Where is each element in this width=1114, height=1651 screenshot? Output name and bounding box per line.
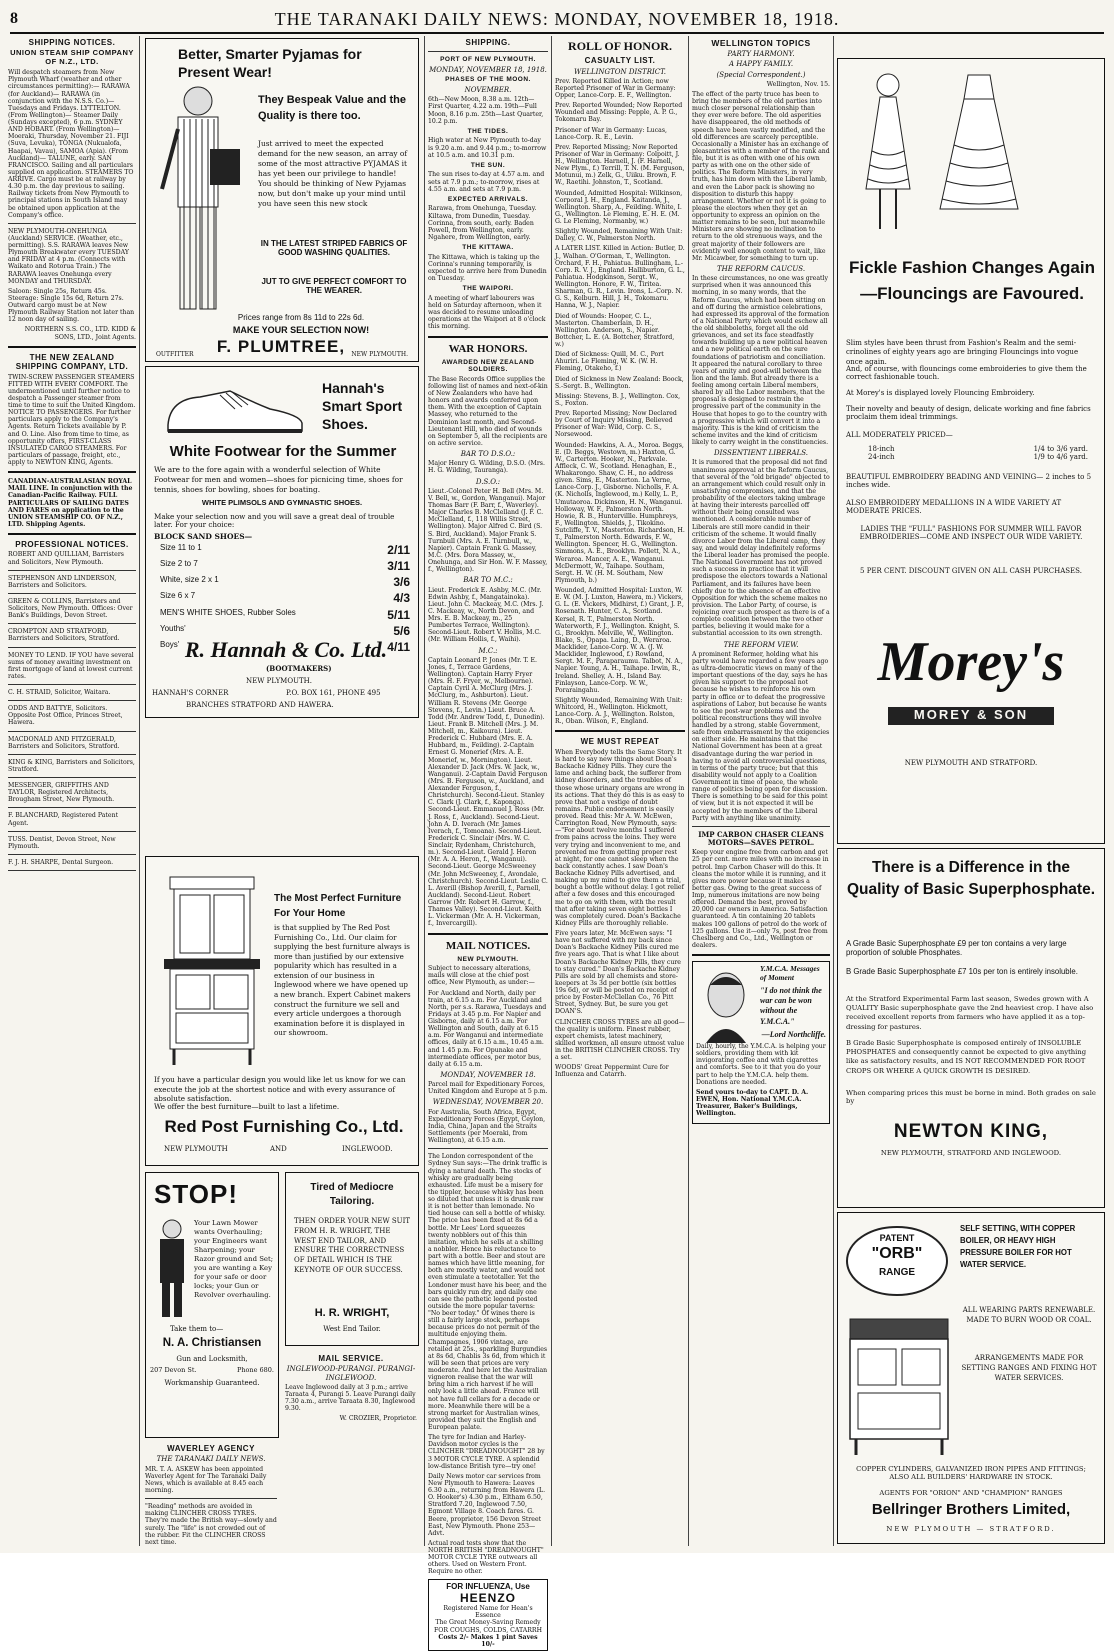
mail-intro: Subject to necessary alterations, mails will close at the chief post office, New Plymouth, as under:— (428, 965, 535, 987)
shoe-price-row (160, 624, 410, 638)
tides-body: High water at New Plymouth to-day is 9.20 a.m. and 9.44 p.m.; to-morrow at 10.5 a.m. and 10.31 p.m. (428, 137, 547, 159)
pyjamas-feature2: JUT TO GIVE PERFECT COMFORT TO THE WEARER. (261, 277, 407, 296)
pyjamas-headline: Better, Smarter Pyjamas for Present Wear! (178, 46, 362, 81)
fares: Saloon: Single 25s, Return 45s. Steerage: Single 15s 6d, Return 27s. Outward cargo must be at New Plymouth Railway Station not later than 12 noon day of sailing. (8, 287, 135, 324)
flouncing-price-row (868, 445, 1088, 453)
heenzo-price: Costs 2/- Makes 1 pint Saves 10/- (438, 1633, 538, 1648)
heenzo-body: The Great Money-Saving Remedy FOR COUGHS, COLDS, CATARRH (434, 1619, 542, 1634)
christiansen-name: N. A. Christiansen (162, 1337, 262, 1349)
christiansen-phone: Phone 680. (236, 1366, 274, 1374)
orb-range-ad (837, 1212, 1105, 1544)
influenza-title: FOR INFLUENZA, Use (446, 1581, 530, 1591)
canadian-line: CANADIAN-AUSTRALASIAN ROYAL MAIL LINE. In conjunction with the Canadian-Pacific Railway. FULL PARTICULARS OF SAILING DATES AND FARES on application to the UNION STEAMSHIP CO. OF N.Z., LTD. Shipping Agents. (8, 478, 133, 528)
professional-notices-list (8, 551, 136, 871)
hannah-shoes-ad (145, 366, 419, 718)
professional-notices-heading: PROFESSIONAL NOTICES. (15, 540, 129, 549)
onehunga-service: NEW PLYMOUTH-ONEHUNGA (Auckland) SERVICE. (Weather, etc., permitting). S.S. RARAWA leaves New Plymouth Breakwater every TUESDAY and FRIDAY at 4 p.m. (Connects with Waikato and Rotorua Train.) The RARAWA leaves Onehunga every MONDAY and THURSDAY. (8, 227, 129, 285)
fashion-p3: At Morey's is displayed lovely Flouncing Embroidery. (846, 389, 1035, 397)
super-trial: At the Stratford Experimental Farm last season, Swedes grown with A QUALITY Basic superphosphate gave the 2nd heaviest crop. I have also received excellent reports from farmers who have applied it as a top-dressing for pastures. (846, 995, 1094, 1031)
ymca-attribution: —Lord Northcliffe. (761, 1030, 826, 1040)
shoe-price-row (160, 608, 410, 622)
column-rule (551, 36, 552, 1546)
stop-ad (145, 1172, 279, 1438)
furniture-and: AND (270, 1145, 287, 1153)
moreys-logo: Morey's (877, 631, 1065, 693)
clincher-cross: CLINCHER CROSS TYRES are all good—the quality is uniform. Finest rubber, expert chemists, latest machinery, skilled workmen, all ensure utmost value in the BRITISH CLINCHER CROSS. Try a set. (555, 1018, 685, 1062)
professional-notice: MONEY TO LEND. IF YOU have several sums of money awaiting investment on first mortgage of land at lowest current rates. (8, 651, 134, 680)
stop-take: Take them to— (170, 1325, 224, 1333)
casualty-entry: Died of Sickness: Quill, M. C., Port Ahuriri. Le Fleming, W. K. (W. H. Fleming, Otakeho, f.) (555, 351, 664, 373)
topics-p4: A prominent Reformer, holding what his party would have regarded a few years ago as ultra-democratic views on many of the important questions of the day, says he has given his support to the proposal not because he wishes to reinforce his own party in office or to defeat the progressive aspirations of Labor, but because he wants to see the post-war problems and the political reconstructions they will involve handled by a strong, stable Government, safe from embarrassment by the exigencies on either side. He maintains that the National Government has been at a great disadvantage during the war period in having to avoid all controversial questions, in terms of the party truce; but that this disability would not apply to a Coalition Government in time of peace, the whole range of politics being open for discussion. There is something to be said for this point of view, but it is not expected it will be accepted by the members of the Liberal Party with anything like unanimity. (692, 650, 830, 822)
casualty-entry: Died of Sickness in New Zealand: Boock, S.-Sergt. B., Wellington. (555, 375, 684, 390)
flouncing-price: 1/9 to 4/6 yard. (1033, 453, 1088, 462)
casualty-entry: Died of Wounds: Hooper, C. L., Masterton. Chamberlain, D. H., Wellington. Anderson, S., Napier. Bottcher, L. E. (A. Bottcher, Stratford, w.) (555, 312, 675, 349)
fashion-p1: Slim styles have been thrust from Fashion's Realm and the semi-crinolines of eighty years ago are bringing Flouncings into vogue once again. (846, 339, 1079, 366)
dress-illustration (934, 69, 1024, 219)
shoe-price: 2/11 (387, 543, 410, 557)
shoe-price: 5/6 (393, 623, 410, 638)
wellington-topics-heading: WELLINGTON TOPICS (711, 38, 811, 48)
influenza-ad (428, 1579, 548, 1651)
dso-bar-heading: BAR TO D.S.O.: (460, 450, 516, 459)
port-date: MONDAY, NOVEMBER 18, 1918. (429, 66, 547, 75)
news-column-3 (428, 36, 548, 1648)
mail-notices-heading: MAIL NOTICES. (445, 939, 531, 952)
christiansen-trade: Gun and Locksmith, (176, 1355, 248, 1363)
casualty-entry: Prisoner of War in Germany: Lucas, Lance-Corp. R. E., Levin. (555, 126, 667, 141)
casualty-entry: Prev. Reported Missing; Now Reported Prisoner of War in Germany: Colpoitt, J. H., Wellington. Harnell, J. (F. Harnell, New Plym., f.) Terrill, T. N. (M. Ferguson, Motunui, m.) Zelk, G., Uiiku. Brown, F. W., Raetihi. Johnston, T., Scotland. (555, 143, 685, 187)
heenzo-brand: HEENZO (459, 1591, 516, 1605)
professional-notice: C. H. STRAID, Solicitor, Waitara. (8, 689, 111, 697)
wright-trade: West End Tailor. (323, 1325, 381, 1333)
mail-service-notice (285, 1352, 417, 1426)
doans-body2: Five years later, Mr. McEwen says: "I have not suffered with my back since Doan's Backache Kidney Pills cured me five years ago. That is what I like about Doan's Backache Kidney Pills, they cure to stay cured." Doan's Backache Kidney Pills are sold by all chemists and store-keepers at 3s 3d per bottle (six bottles 19s 6d), or will be posted on receipt of price by Foster-McClellan Co., 76 Pitt Street, Sydney. But, be sure you get DOAN'S. (555, 930, 681, 1016)
wright-name: H. R. WRIGHT, (314, 1307, 390, 1319)
ymca-title: Y.M.C.A. Messages of Moment (760, 964, 820, 982)
twin-screw-body: TWIN-SCREW PASSENGER STEAMERS FITTED WITH EVERY COMFORT. The undermentioned until further notice to despatch a Passenger steamer from time to time to suit the United Kingdom. NOTICE TO PASSENGERS. For further particulars apply to the Company's Agents. Return Tickets available by P. and O. Line. Also from time to time, as opportunity offers, FIRST-CLASS INSULATED CARGO STEAMERS. For particulars of passage, freight, etc., apply to NEWTON KING, Agents. (8, 373, 136, 466)
tides-heading: THE TIDES. (467, 127, 509, 135)
hannah-branches: BRANCHES STRATFORD AND HAWERA. (186, 701, 334, 709)
imp-body: Keep your engine free from carbon and get 25 per cent. more miles with no increase in petrol. Imp Carbon Chaser will do this. It cleans the motor while it is running, and it gives more power because it makes a better gas. Owing to the great success of Imp, numerous imitations are now being offered. Demand the best, proved by 20,000 car owners in America. Satisfaction guaranteed. A tin containing 20 tablets makes 100 gallons of petrol do the work of 125 gallons. Use it—only 7s, post free from Cheslberg and Co., Ltd., Wellington or dealers. (692, 849, 829, 949)
flouncing-price-row (868, 453, 1088, 461)
war-honors-sub: AWARDED NEW ZEALAND SOLDIERS. (441, 358, 535, 374)
fashion-discount: 5 PER CENT. DISCOUNT GIVEN ON ALL CASH PURCHASES. (860, 567, 1082, 575)
furniture-body: is that supplied by The Red Post Furnishing Co., Ltd. Our claim for supplying the best furniture always is more than justified by our extensive popularity which has resulted in a extension of our business in Inglewood where we have opened up a new branch. Expert Cabinet makers construct the furniture we sell and every article undergoes a thorough examination before it is displayed in our showroom. (274, 923, 411, 1038)
roll-of-honor-column (555, 36, 685, 1546)
professional-notice: ODDS AND BATTYE, Solicitors. Opposite Post Office, Princes Street, Hawera. (8, 705, 123, 727)
shoe-label: Boys' (160, 639, 180, 649)
dreadnought-paragraph: Actual road tests show that the NORTH BRITISH "DREADNOUGHT" MOTOR CYCLE TYRE outwears all others. Used on Western Front. Require no other. (428, 1539, 544, 1576)
range-stove-illustration (844, 1309, 954, 1459)
sport-shoe-illustration (160, 379, 310, 439)
hannah-corner: HANNAH'S CORNER (152, 689, 229, 697)
casualty-entries (555, 78, 685, 726)
hannah-list-title: BLOCK SAND SHOES— (154, 532, 253, 541)
kittawa-heading: THE KITTAWA. (462, 244, 514, 252)
hannah-body: We are to the fore again with a wonderful selection of White Footwear for men and women—shoes for picnicing time, shoes for tennis, shoes for bowling, shoes for boating. (154, 465, 403, 494)
roll-of-honor-heading: ROLL OF HONOR. (568, 39, 672, 53)
moon-heading: PHASES OF THE MOON. (445, 76, 531, 84)
plumtree-name: F. PLUMTREE, (216, 337, 346, 356)
cabinet-illustration (156, 867, 268, 1073)
bellringer-company: Bellringer Brothers Limited, (871, 1501, 1071, 1518)
shipping-notices-heading: SHIPPING NOTICES. (28, 38, 116, 47)
super-a: A Grade Basic Superphosphate £9 per ton contains a very large proportion of soluble Phosphates. (846, 939, 1067, 958)
mail-schedule: For Auckland and North, daily per train, at 6.15 a.m. For Auckland and North, per s.s. Rarawa, Tuesdays and Fridays at 3.45 p.m. For Napier and Gisborne, daily at 6.15 a.m. For Wellington and South, daily at 6.15 a.m. For Wanganui and intermediate offices, daily at 6.15 a.m., 10.45 a.m. and 1.45 p.m. For Opunake and intermediate offices, per motor bus, daily at 6.15 a.m. (428, 989, 547, 1068)
shoe-price-row (160, 543, 410, 557)
reform-view-heading: THE REFORM VIEW. (723, 640, 799, 649)
professional-notice: F. J. H. SHARPE, Dental Surgeon. (8, 858, 114, 866)
casualty-entry: A LATER LIST. Killed in Action: Butler, D. J., Walhan. O'Gorman, T., Wellington. Orchard, F. H., Pahiatua. Bullingham, L.-Corp. R. V. J., England. Halliburton, G. L., Pahiatua. Hodgkinson, Sergt. W., Wellington. Honore, F. W., Tiritea. Sharman, G. R., Levin. Irons, L.-Corp. N. G. S., Kelburn. Hill, J. H., Tokomaru. Hanna, W. J., Napier. (555, 245, 685, 310)
tyres-paragraph: The tyre for Indian and Harley-Davidson motor cycles is the CLINCHER "DREADNOUGHT" 28 by 3 MOTOR CYCLE TYRE. A splendid low-distance British tyre—try one! (428, 1434, 545, 1470)
range-h3: ARRANGEMENTS MADE FOR SETTING RANGES AND FIXING HOT WATER SERVICES. (961, 1354, 1097, 1383)
page-number: 8 (10, 10, 18, 27)
range-h2: ALL WEARING PARTS RENEWABLE. MADE TO BURN WOOD OR COAL. (962, 1306, 1096, 1325)
shoe-label: Size 2 to 7 (160, 559, 198, 569)
masthead (10, 6, 1104, 34)
furniture-ad (145, 856, 419, 1166)
reform-caucus-heading: THE REFORM CAUCUS. (716, 264, 806, 273)
northern-agents: NORTHERN S.S. CO., LTD. KIDD & SONS, LTD., Joint Agents. (24, 326, 136, 341)
casualty-entry: Wounded, Admitted Hospital: Wilkinson, Corporal J. H., England. Kaitanda, J., Wellington. Sharp, A., Feilding. White, I. G., Wellington. Le Fleming, E. H. E. (M. G. Le Fleming, Normanby, w.) (555, 189, 683, 226)
happy-family: A HAPPY FAMILY. (728, 60, 794, 69)
shoe-price: 4/3 (393, 591, 410, 606)
hannah-sub: WHITE PLIMSOLS AND GYMNASTIC SHOES. (201, 498, 363, 507)
waipori-heading: THE WAIPORI. (462, 285, 514, 293)
ymca-send: Send yours to-day to CAPT. D. A. EWEN, Hon. National Y.M.C.A. Treasurer, Baker's Buildings, Wellington. (696, 1088, 809, 1118)
display-ads-right (837, 36, 1107, 1546)
casualty-list-heading: CASUALTY LIST. (584, 56, 656, 66)
newspaper-title: THE TARANAKI DAILY NEWS: MONDAY, NOVEMBER 18, 1918. (274, 8, 840, 29)
column-rule (833, 36, 834, 1546)
doans-body: When Everybody tells the Same Story. It is hard to say new things about Doan's Backache Kidney Pills. They cure the lame and aching back, the sufferer from kidney disorders, and the troubles of those whose urinary organs are wrong in its actions. That they do this is as easy to prove that not a vestige of doubt remains. Public endorsement is easily proved. Read this: Mr A. W. McEwen, Carrington Road, New Plymouth, says:—"For about twelve months I suffered from pains across the loins. They were very trying and inconvenient to me, and prevented me from getting proper rest at night, for one cannot sleep when the back constantly aches. I saw Doan's Backache Kidney Pills advertised, and making up my mind to give them a trial, bought a bottle without delay. I got relief after a few doses and this encouraged me to go on with them, with the result that after taking seven eight bottles I was completely cured. Doan's Backache Kidney Pills are thoroughly reliable. (555, 748, 685, 927)
casualty-entry: Prev. Reported Missing; Now Declared by Court of Inquiry Missing, Believed Prisoner of War: Wild, Corp. C. S., Norsewood. (555, 410, 677, 439)
shoe-price: 3/6 (393, 575, 410, 590)
fashion-ladies: LADIES THE "FULL" FASHIONS FOR SUMMER WILL FAVOR EMBROIDERIES—COME AND INSPECT OUR WIDE VARIETY. (859, 525, 1083, 542)
shoe-price-row (160, 575, 410, 589)
motor-services: Daily News motor car services from New Plymouth to Hawera: Leaves 6.30 a.m., returning from Hawera (L. O. Hooker's) 4.30 p.m., Eltham 6.50, Stratford 7.20, Inglewood 7.50, Egmont Village 8. Coach fares. G. Beere, proprietor, 156 Devon Street East, New Plymouth. Phone 253—Advt. (428, 1472, 546, 1537)
newton-king-name: NEWTON KING, (893, 1121, 1049, 1142)
column-rule (688, 36, 689, 1546)
plumtree-outfitter: OUTFITTER (156, 351, 194, 358)
expected-body: Rarawa, from Onehunga, Tuesday. Kiltawa, from Dunedin, Tuesday. Corinna, from south, early. Baden Powell, from Wellington, early. Ngahere, from Wellington, early. (428, 205, 537, 241)
topics-p2: In these circumstances, no one was greatly surprised when it was announced this morning, in so many words, that the Reform Caucus, which had been sitting on and off during the armistice celebrations, had expressed its approval of the formation of a National Party which would eschew all the old shibboleths, forget all the old grievances, and set its face steadfastly towards building up a new political heaven and a new political earth on the sure foundations of patriotism and conciliation. It appeared the natural corollary to three years of amity and good-will between the lion and the lamb. But already there is a feeling among certain Liberal members, shared by all the Labor members, that the proposal is designed to restrain the progressive part of the community in the House that hopes to go to the country with a progressive which will convert it into a majority. This is the kind of criticism the scheme invites and the kind of criticism likely to carry weight in the constituencies. (692, 275, 830, 447)
mail-service-title: MAIL SERVICE. (318, 1354, 384, 1363)
casualty-entry: Missing: Stevens, B. J., Wellington. Cox, S., Foxton. (555, 392, 681, 407)
pyjamas-subhead: They Bespeak Value and the Quality is there too. (258, 94, 406, 122)
super-bgrade: B Grade Basic Superphosphate is composed entirely of INSOLUBLE PHOSPHATES and consequently cannot be expected to give anything like as satisfactory results, and IS NOT RECOMMENDED FOR ROOT CROPS OR WHERE A QUICK GROWTH IS DESIRED. (846, 1039, 1087, 1075)
fickle-fashion-ad (837, 58, 1105, 844)
plumtree-town: NEW PLYMOUTH. (351, 351, 408, 358)
waverley-body: MR. T. A. ASKEW has been appointed Waverley Agent for The Taranaki Daily News, which is available at 8.45 each morning. (145, 1465, 267, 1495)
shoe-price-row (160, 591, 410, 605)
furniture-town1: NEW PLYMOUTH (164, 1145, 228, 1153)
union-company: UNION STEAM SHIP COMPANY OF N.Z., LTD. (10, 48, 134, 67)
shoe-label: MEN'S WHITE SHOES, Rubber Soles (160, 607, 296, 617)
orb-logo-bottom: RANGE (878, 1267, 916, 1278)
range-h4: COPPER CYLINDERS, GALVANIZED IRON PIPES AND FITTINGS; ALSO ALL BUILDERS' HARDWARE IN STOCK. (856, 1465, 1086, 1482)
mail-wed-body: For Australia, South Africa, Egypt, Expeditionary Forces (Egypt, Ceylon, India, China, Japan and the Straits Settlements (per Moeraki, from Wellington), at 6.15 a.m. (428, 1108, 546, 1145)
range-agents: AGENTS FOR "ORION" AND "CHAMPION" RANGES (879, 1489, 1063, 1497)
shoe-label: White, size 2 x 1 (160, 575, 219, 585)
flouncing-prices (868, 445, 1088, 462)
ymca-ad (692, 961, 830, 1124)
fashion-headline: Fickle Fashion Changes Again—Flouncings are Favoured. (849, 258, 1095, 304)
flouncing-price: 1/4 to 3/6 yard. (1033, 445, 1088, 453)
range-h1: SELF SETTING, WITH COPPER BOILER, OR HEAVY HIGH PRESSURE BOILER FOR HOT WATER SERVICE. (960, 1224, 1076, 1270)
stop-body: Your Lawn Mower wants Overhauling; your Engineers want Sharpening; your Razor ground and Set; you are wanting a Key for your safe or door locks; your Gun or Revolver overhauling. (194, 1219, 274, 1299)
woods-cure: WOODS' Great Peppermint Cure for Influenza and Catarrh. (555, 1064, 669, 1079)
shoe-label: Size 11 to 1 (160, 543, 202, 552)
nz-shipping-heading: THE NEW ZEALAND SHIPPING COMPANY, LTD. (15, 352, 129, 372)
expected-heading: EXPECTED ARRIVALS. (447, 195, 529, 203)
tailoring-ad (285, 1172, 419, 1346)
dissentient-heading: DISSENTIENT LIBERALS. (713, 449, 809, 458)
pyjamas-feature: IN THE LATEST STRIPED FABRICS OF GOOD WASHING QUALITIES. (260, 239, 408, 258)
hannah-banner: White Footwear for the Summer (169, 443, 397, 460)
hannah-headline: Hannah's Smart Sport Shoes. (322, 380, 403, 433)
union-body: Will despatch steamers from New Plymouth Wharf (weather and other circumstances permitting):— RARAWA (for Auckland)— RARAWA (in conjunction with the N.S.S. Co.)—Tuesdays and Fridays. LYTTELTON. (From Wellington)— Steamer Daily (Sundays excepted), 6 p.m. SYDNEY AND HOBART. (From Wellington)— Moeraki, Thursday, November 21. FIJI (Suva, Levuka), TONGA (Nukualofa, Haapai, Vavau), SAMOA (Apia). (From Auckland)— TALUNE, early. SAN FRANCISCO. Sailing and all particulars supplied on application. STEAMERS TO ARRIVE. Cargo must be at railway by 4.30 p.m. the day previous to sailing. Railway tickets from New Plymouth to principal stations in South Island may be obtained upon application at the Company's office. (8, 69, 134, 219)
super-compare: When comparing prices this must be borne in mind. Both grades on sale by (846, 1089, 1096, 1106)
orb-logo-mid: "ORB" (871, 1245, 923, 1262)
sun-heading: THE SUN. (470, 161, 506, 169)
mail-monday: MONDAY, NOVEMBER 18. (440, 1070, 536, 1079)
mail-service-proprietor: W. CROZIER, Proprietor. (339, 1415, 417, 1423)
mc-heading: M.C.: (478, 646, 498, 655)
man-illustration (152, 1217, 192, 1321)
sun-body: The sun rises to-day at 4.57 a.m. and sets at 7.9 p.m.; to-morrow, rises at 4.55 a.m. and sets at 7.9 p.m. (428, 171, 545, 193)
dso-bar: Major Henry G. Wilding, D.S.O. (Mrs. H. G. Wilding, Tauranga). (428, 460, 545, 475)
super-b: B Grade Basic Superphosphate £7 10s per ton is entirely insoluble. (846, 967, 1078, 976)
ymca-quote: "I do not think the war can be won without the Y.M.C.A." (760, 985, 822, 1026)
district-heading: WELLINGTON DISTRICT. (574, 67, 666, 76)
superphosphate-ad (837, 848, 1105, 1208)
special-correspondent: (Special Correspondent.) (716, 70, 806, 79)
shoe-price-row (160, 559, 410, 573)
northcliffe-portrait (696, 965, 756, 1043)
tailoring-headline: Tired of Mediocre Tailoring. (310, 1182, 394, 1207)
christiansen-guarantee: Workmanship Guaranteed. (164, 1379, 260, 1387)
newton-king-towns: NEW PLYMOUTH, STRATFORD AND INGLEWOOD. (880, 1149, 1062, 1157)
topics-p1: The effect of the party truce has been to bring the members of the old parties into much closer personal relationship than they ever were before. The old asperities have disappeared, the old methods of speech have been vastly modified, and the old differences are scarcely perceptible. Occasionally a Minister has an exchange of pleasantries with a member of the rank and file, but it is as often with one of his own party as with one on the other side of politics. The Reform Ministers, in very truth, has him down with the Liberal lamb, and even the Labor pack is showing no disposition to disturb this happy arrangement. Whether or not it is going to please the electors when they get an opportunity to express an opinion on the matter remains to be seen, but meanwhile Ministers are showing no inclination to return to the old strenuous ways, and the great majority of their followers are evidently well enough content to wait, like Mr. Micawber, for something to turn up. (692, 90, 830, 262)
professional-notice: GREEN & COLLINS, Barristers and Solicitors, New Plymouth. Offices: Over Bank's Buildings, Devon Street. (8, 597, 133, 620)
casualty-entry: Wounded: Hawkins, A. A., Moroa. Beggs, E. (D. Beggs, Westown, m.) Haxton, G. W., Carterton. Hooker, N., Parkvale. Affleck, C. W., Scotland. Henaghan, E., Whakarongo. Shaw, C. H., no address given. Sims, E., Masterton. La Verne, Lance-Corp. J., Gisborne. Nicholls, F. A. (K. Nicholls, Inglewood, m.) Kelly, L. P., Umutaoroa. Dickinson, H. N., Wanganui. Holloway, W. F., Palmerston North. Howie, R. B., Huntervillle. Humphreys, F., Wellington. Shields, J., Tikokino. Sutcliffe, T. V., Masterton. Richardson, H. T., Palmerston North. Edwards, F. W., Wellington. Spencer, H. G., Wellington. Simmons, A. E., Brooklyn. Pollett, N. A., Weraroa. Mancer, A. E., Wanganui. McDermott, W., Taihape. Southam, Sergt. H. W. (H. M. Southam, New Plymouth, b.) (555, 441, 685, 584)
pyjamas-ad (145, 38, 419, 362)
orb-logo-top: PATENT (879, 1233, 915, 1243)
mc: Captain Leonard P. Jones (Mr. T. E. Jones, f., Terrace Gardens, Wellington). Captain Harry Fryer (Mrs. H. F. Fryer, w., Melbourne). Captain Cyril A. McClurg (Mrs. J. McClurg, m., Ashburton). Lieut. William R. Stevens (Mr. George Stevens, f., Levin.) Lieut. Bruce A. Todd (Mr. Andrew Todd, f., Dunedin). Lieut. Frank B. Mitchell (Mrs. J. M. Mitchell, m., Kaikoura). Lieut. Frederick C. Hubbard (Mrs. E. A. Hubbard, m., Feilding). 2-Captain Ernest G. Monerief (Mrs. A. E. Monerief, w., Mornington). Lieut. Alexander D. Jack (Mrs. W. Jack, w., Wanganui). 2-Captain David Ferguson (Mrs. B. Ferguson, w., Auckland, and Alexander Ferguson, f., Christchurch). Second-Lieut. Stanley C. Clark (J. Clark, f., Kaponga). Second-Lieut. Emmanuel J. Ross (Mr. J. Ross, f., Auckland). Second-Lieut. John A. D. Iverach (Mr. James Iverach, f., Tomoana). Second-Lieut. Frederick C. Sinclair (Mrs. W. C. Sinclair, Rydenham, Christchurch, m.). Second-Lieut. Gerald J. Heron (Mr. A. A. Heron, f., Wanganui). Second-Lieut. George McSweeney (Mr. John McSweeney, f., Avondale, Christchurch). Second-Lieut. Leslie C. L. Averill (Bishop Averill, f., Parnell, Auckland). Second-Lieut. Robert Garrow (Mr. Robert H. Garrow, f., Thames Valley). Second-Lieut. Keith L. Vickerman (Mr. A. H. Vickerman, f., Invercargill). (428, 656, 548, 928)
whisky-article: The London correspondent of the Sydney Sun says:—The drink traffic is dying a natural death. The stocks of whisky are gradually being exhausted. Life must be a misery for the tippler, because whisky has been so diluted that unless it is drunk raw it is not better than lemonade. No tied house can sell a bottle of whisky. The price has been fixed at 8s 6d a bottle. Mr Lees' Lord squeezes twenty nobblers out of this thin imitation, which he sells at a shilling a nobbler. Hence his reluctance to part with a bottle. Beer and stout are names which have little meaning, for both are mostly water, and would not even stimulate a teetotaller. Yet the Londoner must have his beer, and the bars quickly run dry, and daily one can see the pathetic legend posted outside the more popular taverns: "No beer today." Of wines there is still a fairly large stock, perhaps because prices do not permit of the multitude enjoying them. Champagnes, 1906 vintage, are retailed at 25s., sparkling Burgundies at 8s 6d, Chablis 3s 6d, from which it will be seen that prices are very moderate. And here let the Australian vigneron realise that the war will bring him a rich harvest if he will only look a little ahead. France will not have full cellars for a decade or more. Meanwhile there will be a strong market for Australian wines, provided they suit the English and European palate. (428, 1153, 548, 1432)
pyjamas-body: Just arrived to meet the expected demand for the new season, an array of some of the most attractive PYJAMAS it has yet been our privilege to handle! You should be thinking of New Pyjamas now, but don't make up your mind until you have seen this new stock (258, 139, 408, 208)
mail-wednesday: WEDNESDAY, NOVEMBER 20. (432, 1098, 544, 1107)
pyjamas-man-illustration (152, 79, 244, 319)
hannah-body2: Make your selection now and you will save a great deal of trouble later. For your choice: (154, 512, 395, 530)
war-honors-heading: WAR HONORS. (448, 342, 528, 355)
topics-p3: It is rumored that the proposal did not find unanimous approval at the Reform Caucus, that several of the "old brigade" objected to an arrangement which could result only in unsatisfying compromises, and that the probability of the electors taking umbrage at having their interests parcelled off without their being consulted was mentioned. A considerable number of Liberals are still more candid in their criticism of the scheme. It would finally divorce Labor from the Liberal camp, they say, and would delay indefinitely reforms the Liberal leader has promised the people. The National Government has not proved such a success in practice that it will predispose the electors towards a National Parliament, and its failures have been chiefly due to the absence of an effective Opposition for which the scheme makes no provision. The Labor Party, of course, is rejoicing over such prospect as there is of a complete coalition between the two other parties, believing it would make for a substantial accession to its own strength. (692, 459, 830, 638)
dateline: Wellington, Nov. 15. (766, 80, 830, 88)
professional-notice: TUSS. Dentist, Devon Street, New Plymouth. (8, 835, 116, 850)
party-harmony: PARTY HARMONY. (727, 50, 795, 59)
fashion-p2: And, of course, with flouncings come embroideries to give them the correct fashionable touch. (846, 365, 1087, 382)
display-ads-column (143, 36, 422, 1546)
shoe-price: 4/11 (387, 639, 410, 654)
hannah-logo-sub: (BOOTMAKERS) (266, 664, 332, 673)
waverley-paper: THE TARANAKI DAILY NEWS. (156, 1455, 266, 1464)
casualty-entry: Slightly Wounded, Remaining With Unit: Dalley, C. W., Palmerston North. (555, 228, 683, 243)
shoe-price: 3/11 (387, 559, 410, 574)
christiansen-address: 207 Devon St. (150, 1366, 197, 1374)
furniture-tagline: We offer the best furniture—built to last a lifetime. (154, 1102, 340, 1111)
imp-heading: IMP CARBON CHASER CLEANS MOTORS—SAVES PETROL. (698, 829, 824, 848)
mail-service-body: Leave Inglewood daily at 3 p.m.; arrive Taraata 4, Purangi 5. Leave Purangi daily 7.30 a.m., arrive Taraata 8.30, Inglewood 9.30. (285, 1383, 416, 1413)
hannah-pobox: P.O. BOX 161, PHONE 495 (286, 689, 381, 697)
dso-heading: D.S.O.: (475, 477, 501, 486)
mail-service-route: INGLEWOOD-PURANGI. PURANGI-INGLEWOOD. (286, 1365, 416, 1382)
tailoring-body: THEN ORDER YOUR NEW SUIT FROM H. R. WRIGHT, THE WEST END TAILOR, AND ENSURE THE CORRECTNESS OF DETAIL WHICH IS THE KEYNOTE OF OUR SUCCESS. (294, 1217, 410, 1274)
professional-notice: MACDONALD AND FITZGERALD, Barristers and Solicitors, Stratford. (8, 735, 120, 750)
super-headline: There is a Difference in the Quality of Basic Superphosphate. (846, 859, 1096, 899)
pyjamas-prices: Prices range from 8s 11d to 22s 6d. (237, 313, 365, 322)
waverley-agency (145, 1442, 277, 1549)
moon-month: NOVEMBER. (464, 86, 512, 94)
casualty-entry: Prev. Reported Wounded; Now Reported Wounded and Missing: Pepple, A. P. G., Tokomaru Bay. (555, 102, 683, 124)
mc-bar-heading: BAR TO M.C.: (463, 576, 513, 585)
wellington-topics-column (692, 36, 830, 1546)
kittawa-body: The Kittawa, which is taking up the Corinna's running temporarily, is expected to arrive here from Dunedin on Tuesday. (428, 253, 547, 283)
ymca-body: Daily, hourly, the Y.M.C.A. is helping your soldiers, providing them with kit invigorating coffee and with cigarettes and comforts. See to it that you do your part to help the Y.M.C.A. help them. Donations are needed. (696, 1043, 826, 1086)
shipping-notices-column (8, 36, 136, 1546)
shoe-price: 5/11 (387, 607, 410, 622)
waipori-body: A meeting of wharf labourers was held on Saturday afternoon, when it was decided to resume unloading operations at the Waipori at 8 o'clock this morning. (428, 294, 546, 331)
casualty-entry: Wounded, Admitted Hospital: Luxton, W. E. W. (M. J. Luxton, Hawera, m.) Vickers, G. L. (E. Vickers, Midhirst, f.) Grant, J. P., Rosenath. Hunter, C. A., Scotland. Kersel, R. T., Palmerston North. Waterworth, F. J., Wellington. Knight, S. G., Brooklyn. Melville, W., Wellington. Blake, S., Opapa. Laing, D., Weraroa. Macklider, Lance-Corp. W. A. (J. W. Macklider, Inglewood, f.) Rowland, Sergt. M. F., Paraparaumu. Talbot, N. A., Napier. Young, A. H., Taihape. Irwin, R., Ireland. Shelley, A. H., Island Bay. Finlayson, Lance-Corp. W. W., Poraraingahu. (555, 587, 684, 694)
professional-notice: ROBERT AND QUILLIAM, Barristers and Solicitors, New Plymouth. (8, 551, 124, 566)
mail-notices-sub: NEW PLYMOUTH. (457, 955, 519, 963)
professional-notice: KING & KING, Barristers and Solicitors, Stratford. (8, 758, 135, 773)
bellringer-towns: NEW PLYMOUTH — STRATFORD. (886, 1525, 1056, 1533)
professional-notice: CROMPTON AND STRATFORD, Barristers and Solicitors, Stratford. (8, 628, 120, 643)
red-post-company: Red Post Furnishing Co., Ltd. (164, 1117, 404, 1136)
waverley-title: WAVERLEY AGENCY (167, 1444, 255, 1453)
professional-notice: F. BLANCHARD, Registered Patent Agent. (8, 812, 119, 827)
furniture-town2: INGLEWOOD. (342, 1145, 393, 1153)
fashion-moderate: ALL MODERATELY PRICED— (846, 431, 953, 439)
professional-notice: MESSENGER, GRIFFITHS AND TAYLOR, Registered Architects, Brougham Street, New Plymouth. (8, 782, 115, 804)
heenzo-sub: Registered Name for Hean's Essence (443, 1605, 533, 1620)
moon-phases: 6th—New Moon, 8.38 a.m. 12th—First Quarter, 4.22 a.m. 19th—Full Moon, 8.16 p.m. 25th—Last Quarter, 10.2 p.m. (428, 96, 544, 125)
hannah-logo: R. Hannah & Co. Ltd. (184, 637, 388, 662)
column-rule (424, 36, 425, 1546)
furniture-headline: The Most Perfect Furniture For Your Home (274, 893, 402, 919)
dso: Lieut.-Colonel Peter H. Bell (Mrs. M. V. Bell, w., Gordon, Wanganui). Major Thomas Barr (F. Barr, f., Waverley). Major Charles B. McClelland (J. F. C. McClelland, f., 118 Willis Street, Wellington). Major Alfred C. Bird (S. S. Bird, Auckland). Major Frank S. Turnbull (Mrs. A. E. Turnbull, w., Napier). Captain Frank G. Massey, M.C. (Mrs. Dora Massey, w., Onehunga, and Sir Hon. W. F. Massey, f., Wellington). (428, 487, 548, 574)
column-rule (139, 36, 140, 1546)
shoe-label: Youths' (160, 623, 186, 633)
clincher-notice: "Reading" methods are avoided in making CLINCHER CROSS TYRES. They're made the British way—slowly and surely. The "life" is not crowded out of the rubber. Fit the CLINCHER CROSS next time. (145, 1503, 277, 1546)
shipping-heading: SHIPPING. (465, 38, 511, 47)
mc-bar: Lieut. Frederick E. Ashby, M.C. (Mr. Edwin Ashby, f., Mangatainoka). Lieut. John C. Mackeay, M.C. (Mrs. J. C. Mackeay, w., North Devon, and Mrs. E. B. Mackeay, m., 25 Pumbertes Terrace, Wellington). Second-Lieut. Robert V. Hollis, M.C. (Mr. William Hollis, f., Waihi). (428, 586, 544, 644)
flouncing-width: 18-inch (868, 445, 895, 453)
girl-illustration (858, 69, 918, 239)
casualty-entry: Slightly Wounded, Remaining With Unit: Whitcord, H., Wellington. Hickmott, Lance-Corp. A. J., Wellington. Rolston, R., Oban. Wilson, F., England. (555, 696, 683, 726)
flouncing-width: 24-inch (868, 453, 895, 462)
casualty-entry: Prev. Reported Killed in Action; now Reported Prisoner of War in Germany: Opper, Lance-Corp. E. F., Wellington. (555, 77, 676, 100)
pyjamas-cta: MAKE YOUR SELECTION NOW! (232, 325, 370, 335)
fashion-beading: BEAUTIFUL EMBROIDERY BEADING AND VEINING— 2 inches to 5 inches wide. (846, 473, 1092, 490)
doans-headline: WE MUST REPEAT (580, 737, 660, 747)
war-honors-intro: The Base Records Office supplies the following list of names and next-of-kin of New Zealanders who have had honors and awards conferred upon them. With the exception of Captain Massey, who returned to the Dominion last month, and Second-Lieutenant Hill, who died of wounds on September 5, all the recipients are on active service. (428, 375, 548, 447)
fashion-medallions: ALSO EMBROIDERY MEDALLIONS IN A WIDE VARIETY AT MODERATE PRICES. (846, 499, 1062, 516)
hannah-town: NEW PLYMOUTH. (246, 677, 312, 685)
port-heading: PORT OF NEW PLYMOUTH. (440, 56, 536, 64)
furniture-body2: If you have a particular design you would like let us know for we can execute the job at the shortest notice and with every assurance of absolute satisfaction. (154, 1075, 406, 1104)
stop-headline: STOP! (154, 1179, 238, 1209)
professional-notice: STEPHENSON AND LINDERSON, Barristers and Solicitors. (8, 574, 117, 589)
fashion-p4: Their novelty and beauty of design, delicate working and fine fabrics proclaim them ideal trimmings. (846, 405, 1091, 422)
fashion-towns: NEW PLYMOUTH AND STRATFORD. (904, 759, 1038, 767)
shoe-label: Size 6 x 7 (160, 591, 196, 601)
mail-parcel: Parcel mail for Expeditionary Forces, United Kingdom and Europe at 5 p.m. (428, 1081, 548, 1096)
morey-son-band: MOREY & SON (888, 707, 1054, 725)
